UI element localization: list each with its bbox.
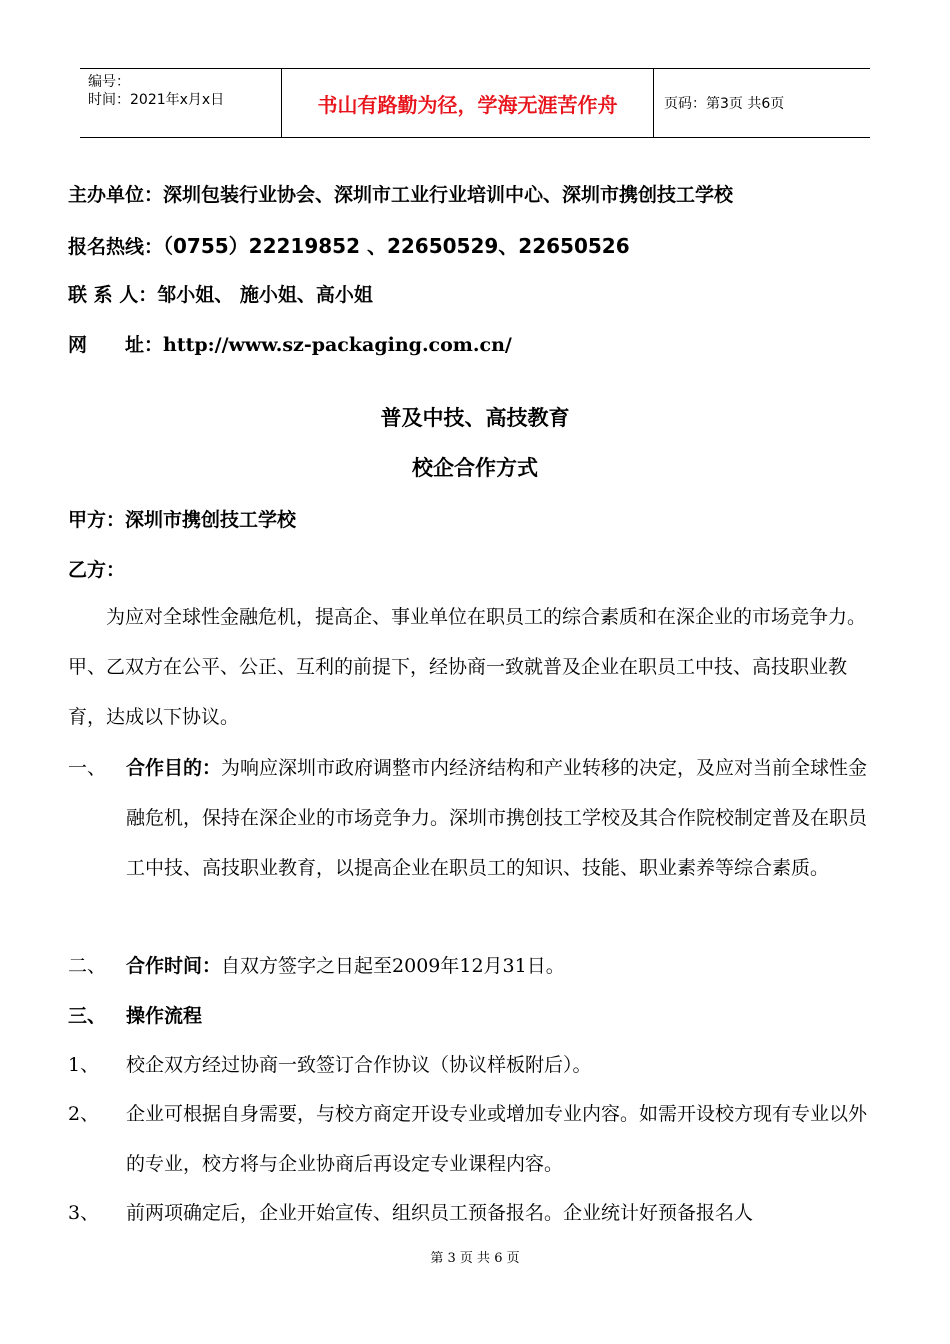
step-text: 企业可根据自身需要，与校方商定开设专业或增加专业内容。如需开设校方现有专业以外的专业，校方将与企业协商后再设定专业课程内容。 <box>126 1103 868 1175</box>
website-link[interactable]: http://www.sz-packaging.com.cn/ <box>163 334 512 356</box>
date-label: 时间：2021年x月x日 <box>88 92 225 108</box>
section-heading: 合作时间： <box>126 955 222 977</box>
hotline-label: 报名热线： <box>68 236 164 258</box>
step-1 <box>68 1040 882 1090</box>
website-label: 网 址： <box>68 334 164 356</box>
section-2 <box>68 941 882 991</box>
party-a: 甲方：深圳市携创技工学校 <box>68 509 297 531</box>
page-info: 页码：第3页 共6页 <box>664 96 785 112</box>
hotline-numbers: （0755）22219852 、22650529、22650526 <box>163 234 630 258</box>
step-text: 校企双方经过协商一致签订合作协议（协议样板附后）。 <box>126 1054 592 1076</box>
step-text: 前两项确定后，企业开始宣传、组织员工预备报名。企业统计好预备报名人 <box>126 1202 754 1224</box>
section-3 <box>68 991 882 1041</box>
intro-paragraph: 为应对全球性金融危机，提高企、事业单位在职员工的综合素质和在深企业的市场竞争力。甲、乙双方在公平、公正、互利的前提下，经协商一致就普及企业在职员工中技、高技职业教育，达成以下协议。 <box>68 606 867 728</box>
doc-title-1: 普及中技、高技教育 <box>380 405 570 430</box>
section-heading: 操作流程 <box>126 1005 203 1027</box>
page-footer: 第 3 页 共 6 页 <box>430 1251 520 1266</box>
serial-label: 编号： <box>88 74 130 90</box>
section-number: 二、 <box>68 955 107 977</box>
step-number: 2、 <box>68 1103 100 1125</box>
section-text: 自双方签字之日起至2009年12月31日。 <box>221 955 565 977</box>
section-text: 为响应深圳市政府调整市内经济结构和产业转移的决定，及应对当前全球性金融危机，保持在深企业的市场竞争力。深圳市携创技工学校及其合作院校制定普及在职员工中技、高技职业教育，以提高企业在职员工的知识、技能、职业素养等综合素质。 <box>126 757 868 879</box>
header-table <box>80 68 870 138</box>
motto: 书山有路勤为径，学海无涯苦作舟 <box>282 69 654 137</box>
section-1 <box>68 743 882 893</box>
organizers: 主办单位：深圳包装行业协会、深圳市工业行业培训中心、深圳市携创技工学校 <box>68 184 734 206</box>
hotline <box>68 230 630 259</box>
step-number: 3、 <box>68 1202 100 1224</box>
section-number: 三、 <box>68 1005 107 1027</box>
party-b: 乙方： <box>68 559 126 581</box>
website <box>68 330 512 357</box>
header-meta <box>80 69 282 137</box>
doc-title-2: 校企合作方式 <box>412 455 538 480</box>
step-number: 1、 <box>68 1054 100 1076</box>
section-heading: 合作目的： <box>126 757 222 779</box>
contact: 联 系 人：邹小姐、 施小姐、高小姐 <box>68 284 373 306</box>
step-2 <box>68 1089 882 1189</box>
section-number: 一、 <box>68 757 107 779</box>
step-3 <box>68 1188 882 1238</box>
